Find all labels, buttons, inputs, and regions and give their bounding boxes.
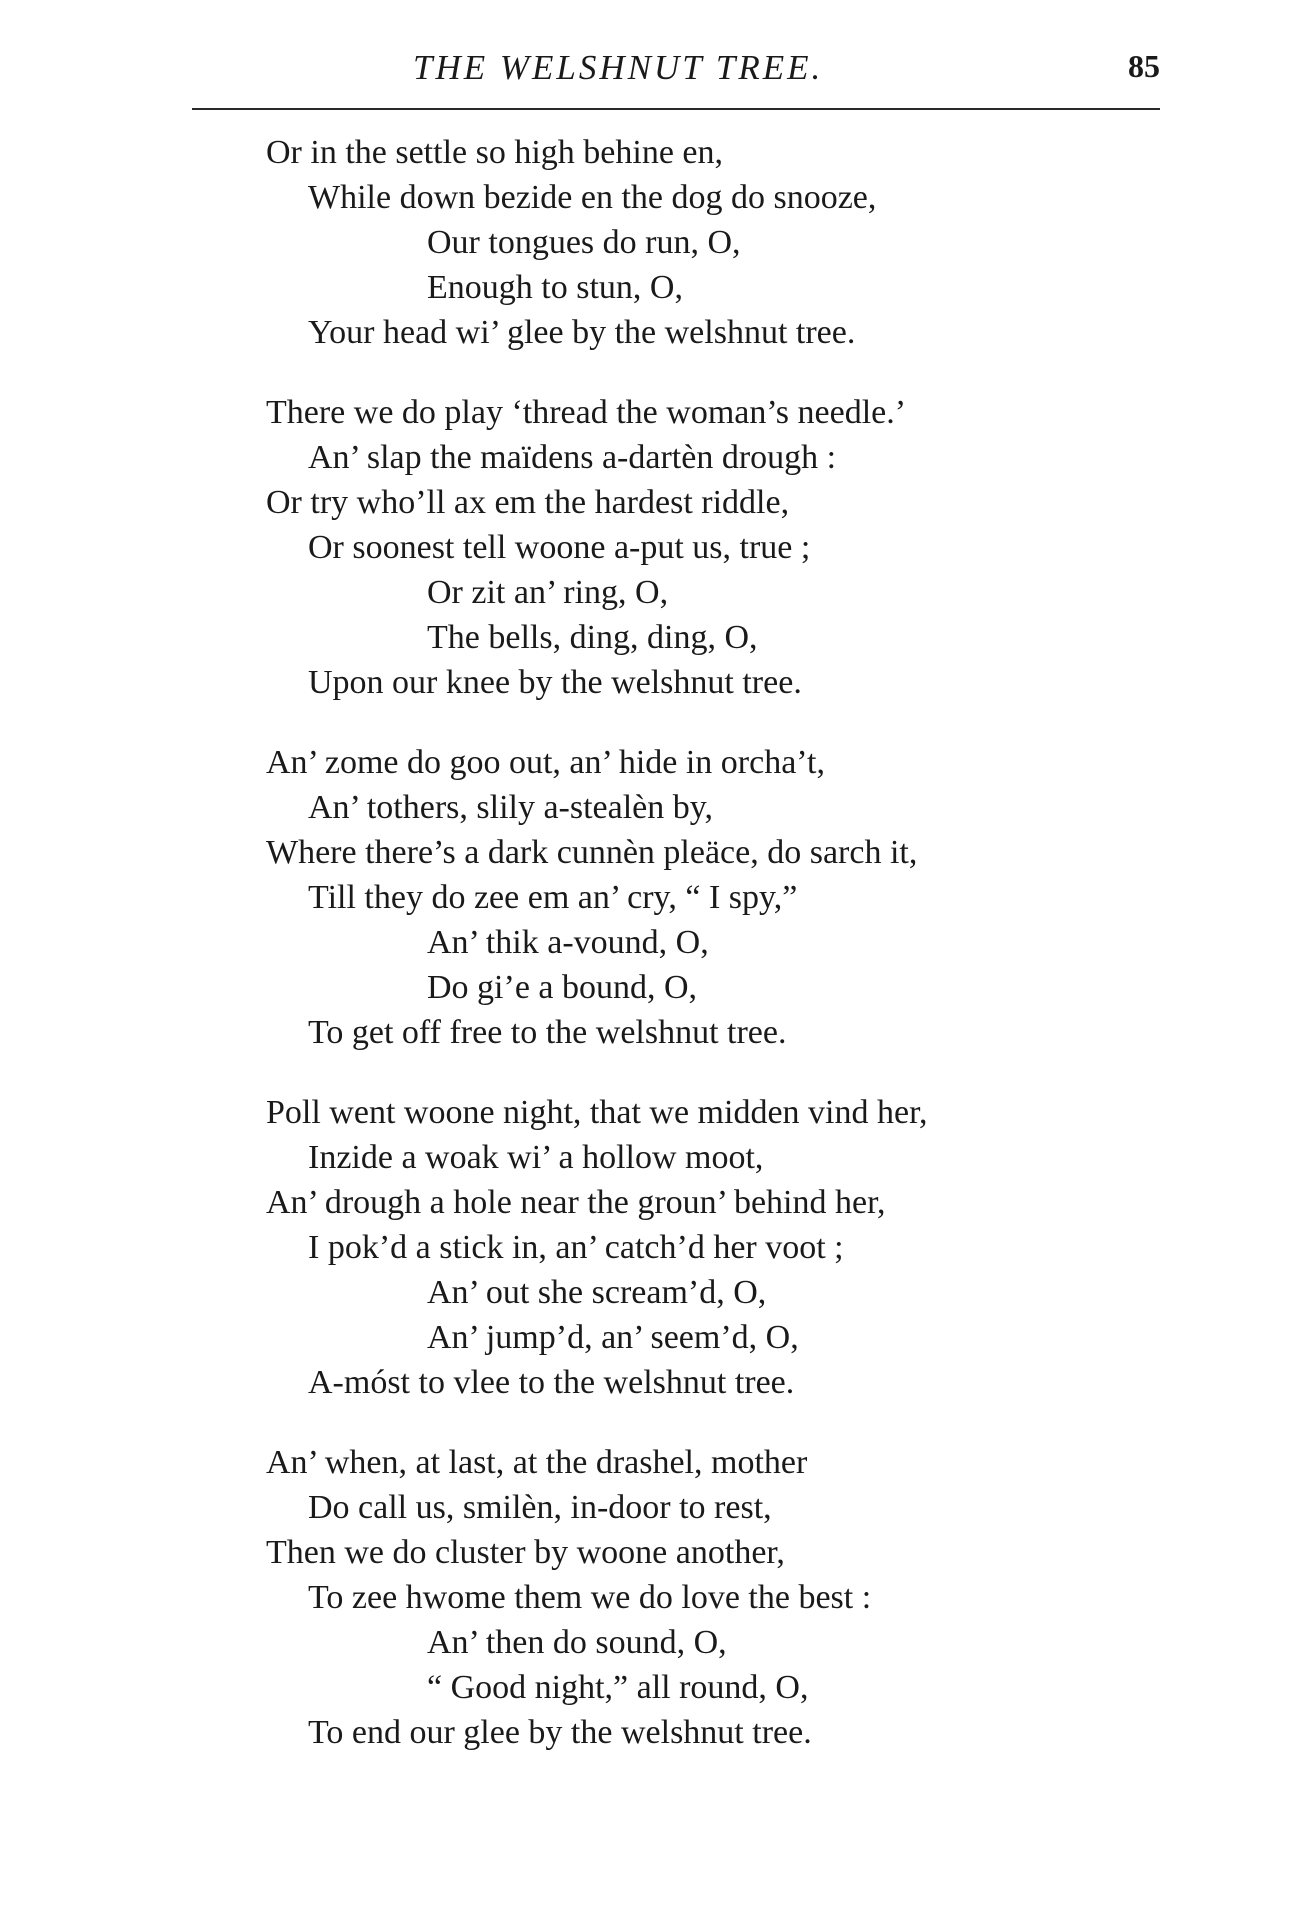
poem-line: An’ slap the maïdens a-dartèn drough : [308,439,837,476]
poem-line: Poll went woone night, that we midden vind her, [266,1094,928,1131]
stanza-2 [266,390,1166,705]
poem-line: Till they do zee em an’ cry, “ I spy,” [308,879,798,916]
poem-line: To end our glee by the welshnut tree. [308,1714,812,1751]
page-header [0,40,1312,100]
poem-line: An’ tothers, slily a-stealèn by, [308,789,714,826]
poem-line: Do gi’e a bound, O, [427,969,698,1006]
poem-line: Inzide a woak wi’ a hollow moot, [308,1139,764,1176]
stanza-5 [266,1440,1166,1755]
poem-line: An’ zome do goo out, an’ hide in orcha’t, [266,744,825,781]
poem-line: Then we do cluster by woone another, [266,1534,785,1571]
poem-line: “ Good night,” all round, O, [427,1669,809,1706]
poem-line: Or zit an’ ring, O, [427,574,669,611]
header-rule [192,108,1160,110]
poem-line: Upon our knee by the welshnut tree. [308,664,802,701]
poem-line: To get off free to the welshnut tree. [308,1014,787,1051]
poem-line: An’ drough a hole near the groun’ behind her, [266,1184,886,1221]
stanza-3 [266,740,1166,1055]
poem-line: Or soonest tell woone a-put us, true ; [308,529,811,566]
stanza-4 [266,1090,1166,1405]
poem-line: Where there’s a dark cunnèn pleäce, do sarch it, [266,834,918,871]
poem-line: Or in the settle so high behine en, [266,134,724,171]
poem-line: An’ when, at last, at the drashel, mother [266,1444,808,1481]
poem-line: While down bezide en the dog do snooze, [308,179,877,216]
stanza-1 [266,130,1166,355]
poem-line: Or try who’ll ax em the hardest riddle, [266,484,790,521]
poem-line: To zee hwome them we do love the best : [308,1579,872,1616]
poem-line: Our tongues do run, O, [427,224,741,261]
poem-line: Your head wi’ glee by the welshnut tree. [308,314,856,351]
poem-line: Enough to stun, O, [427,269,683,306]
poem-line: The bells, ding, ding, O, [427,619,758,656]
page-number: 85 [1128,48,1160,84]
poem-line: An’ jump’d, an’ seem’d, O, [427,1319,799,1356]
poem-line: An’ thik a-vound, O, [427,924,709,961]
poem-line: An’ then do sound, O, [427,1624,727,1661]
poem-line: A-móst to vlee to the welshnut tree. [308,1364,795,1401]
poem-line: Do call us, smilèn, in-door to rest, [308,1489,772,1526]
poem-line: I pok’d a stick in, an’ catch’d her voot ; [308,1229,844,1266]
poem-body [266,130,1166,1790]
poem-line: There we do play ‘thread the woman’s needle.’ [266,394,907,431]
poem-line: An’ out she scream’d, O, [427,1274,767,1311]
running-title: THE WELSHNUT TREE. [413,48,824,87]
